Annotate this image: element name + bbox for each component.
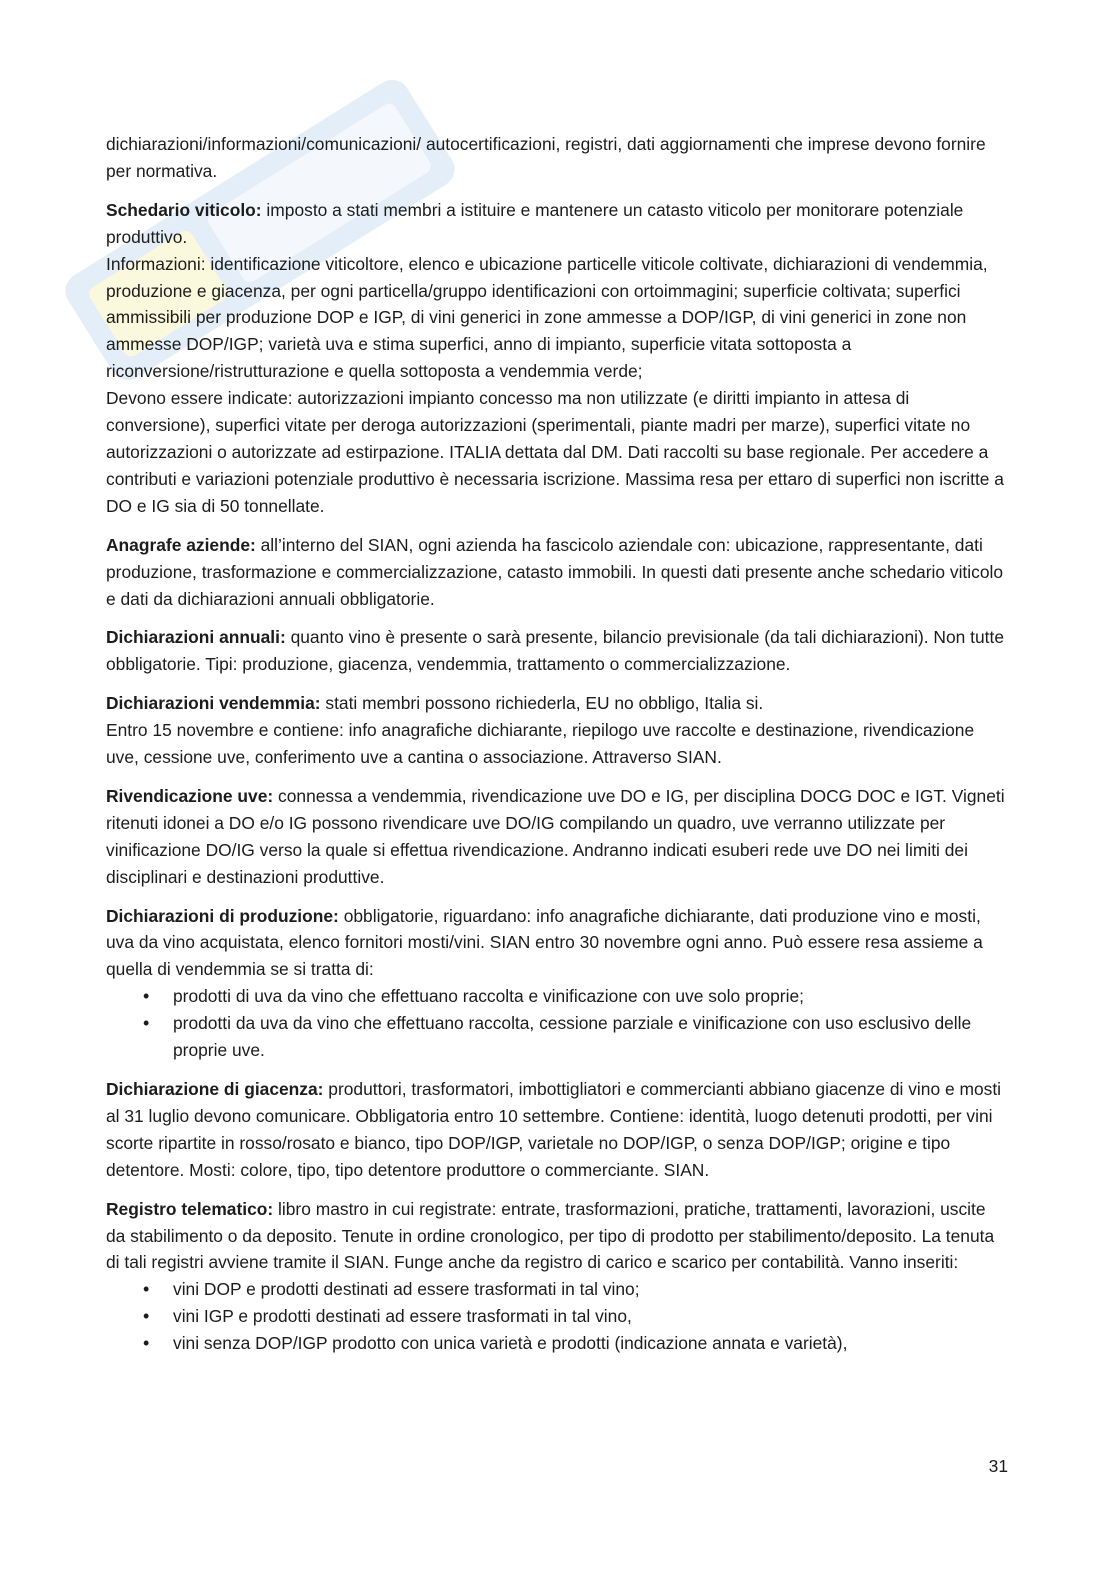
schedario-paragraph	[106, 197, 1008, 251]
registro-heading: Registro telematico:	[106, 1198, 274, 1219]
produzione-heading: Dichiarazioni di produzione:	[106, 905, 339, 926]
vendemmia-paragraph-2: Entro 15 novembre e contiene: info anagrafiche dichiarante, riepilogo uve raccolte e destinazione, rivendicazione uve, cessione uve, conferimento uve a cantina o associazione. Attraverso SIAN.	[106, 720, 975, 768]
produzione-text: obbligatorie, riguardano: info anagrafiche dichiarante, dati produzione vino e mosti, uva da vino acquistata, elenco fornitori mosti/vini. SIAN entro 30 novembre ogni anno. Può essere resa assieme a quella di vendemmia se si tratta di:	[106, 905, 983, 980]
list-item: • vini senza DOP/IGP prodotto con unica varietà e prodotti (indicazione annata e varietà),	[173, 1330, 1008, 1357]
rivendicazione-paragraph	[106, 783, 1008, 891]
anagrafe-paragraph	[106, 532, 1008, 613]
schedario-heading: Schedario viticolo:	[106, 199, 262, 220]
annuali-text: quanto vino è presente o sarà presente, bilancio previsionale (da tali dichiarazioni). Non tutte obbligatorie. Tipi: produzione, giacenza, vendemmia, trattamento o commercializzazione.	[106, 627, 1005, 675]
intro-paragraph: dichiarazioni/informazioni/comunicazioni/ autocertificazioni, registri, dati aggiornamenti che imprese devono fornire per normativa.	[106, 134, 986, 181]
annuali-paragraph	[106, 624, 1008, 678]
page-number: 31	[988, 1456, 1008, 1476]
schedario-text: imposto a stati membri a istituire e mantenere un catasto viticolo per monitorare potenziale produttivo.	[106, 199, 964, 247]
registro-list	[106, 1276, 1008, 1357]
list-item: • prodotti da uva da vino che effettuano raccolta, cessione parziale e vinificazione con uso esclusivo delle proprie uve.	[173, 1010, 1008, 1064]
schedario-info: Informazioni: identificazione viticoltore, elenco e ubicazione particelle viticole coltivate, dichiarazioni di vendemmia, produzione e giacenza, per ogni particella/gruppo identificazioni con ortoimmagini; superficie coltivata; superfici ammissibili per produzione DOP e IGP, di vini generici in zone ammesse a DOP/IGP, di vini generici in zone non ammesse DOP/IGP; varietà uva e stima superfici, anno di impianto, superficie vitata sottoposta a riconversione/ristrutturazione e quella sottoposta a vendemmia verde;	[106, 253, 988, 382]
produzione-list	[106, 983, 1008, 1064]
rivendicazione-text: connessa a vendemmia, rivendicazione uve DO e IG, per disciplina DOCG DOC e IGT. Vigneti ritenuti idonei a DO e/o IG possono rivendicare uve DO/IG compilando un quadro, uve verranno utilizzate per vinificazione DO/IG verso la quale si effettua rivendicazione. Andranno indicati esuberi rede uve DO nei limiti dei disciplinari e destinazioni produttive.	[106, 785, 1005, 887]
anagrafe-heading: Anagrafe aziende:	[106, 534, 256, 555]
registro-text: libro mastro in cui registrate: entrate, trasformazioni, pratiche, trattamenti, lavorazioni, uscite da stabilimento o da deposito. Tenute in ordine cronologico, per tipo di prodotto per stabilimento/deposito. La tenuta di tali registri avviene tramite il SIAN. Funge anche da registro di carico e scarico per contabilità. Vanno inseriti:	[106, 1198, 995, 1273]
annuali-heading: Dichiarazioni annuali:	[106, 627, 286, 648]
list-item: • vini IGP e prodotti destinati ad essere trasformati in tal vino,	[173, 1303, 1008, 1330]
vendemmia-text: stati membri possono richiederla, EU no obbligo, Italia si.	[320, 693, 764, 714]
rivendicazione-heading: Rivendicazione uve:	[106, 785, 274, 806]
anagrafe-text: all’interno del SIAN, ogni azienda ha fascicolo aziendale con: ubicazione, rappresentante, dati produzione, trasformazione e commercializzazione, catasto immobili. In questi dati presente anche schedario viticolo e dati da dichiarazioni annuali obbligatorie.	[106, 534, 1004, 609]
giacenza-heading: Dichiarazione di giacenza:	[106, 1079, 324, 1099]
list-item: • vini DOP e prodotti destinati ad essere trasformati in tal vino;	[173, 1276, 1008, 1303]
list-item: • prodotti di uva da vino che effettuano raccolta e vinificazione con uve solo proprie;	[173, 983, 1008, 1010]
registro-paragraph	[106, 1196, 1008, 1277]
vendemmia-paragraph	[106, 690, 1008, 717]
giacenza-paragraph	[106, 1076, 1008, 1184]
produzione-paragraph	[106, 903, 1008, 984]
schedario-devono: Devono essere indicate: autorizzazioni impianto concesso ma non utilizzate (e diritti impianto in attesa di conversione), superfici vitate per deroga autorizzazioni (sperimentali, piante madri per marze), superfici vitate no autorizzazioni o autorizzate ad estirpazione. ITALIA dettata dal DM. Dati raccolti su base regionale. Per accedere a contributi e variazioni potenziale produttivo è necessaria iscrizione. Massima resa per ettaro di superfici non iscritte a DO e IG sia di 50 tonnellate.	[106, 388, 1004, 516]
vendemmia-heading: Dichiarazioni vendemmia:	[106, 693, 321, 714]
giacenza-text: produttori, trasformatori, imbottigliatori e commercianti abbiano giacenze di vino e mosti al 31 luglio devono comunicare. Obbligatoria entro 10 settembre. Contiene: identità, luogo detenuti prodotti, per vini scorte ripartite in rosso/rosato e bianco, tipo DOP/IGP, varietale no DOP/IGP, o senza DOP/IGP; origine e tipo detentore. Mosti: colore, tipo, tipo detentore produttore o commerciante. SIAN.	[106, 1079, 1002, 1180]
page-content	[106, 131, 1008, 1369]
